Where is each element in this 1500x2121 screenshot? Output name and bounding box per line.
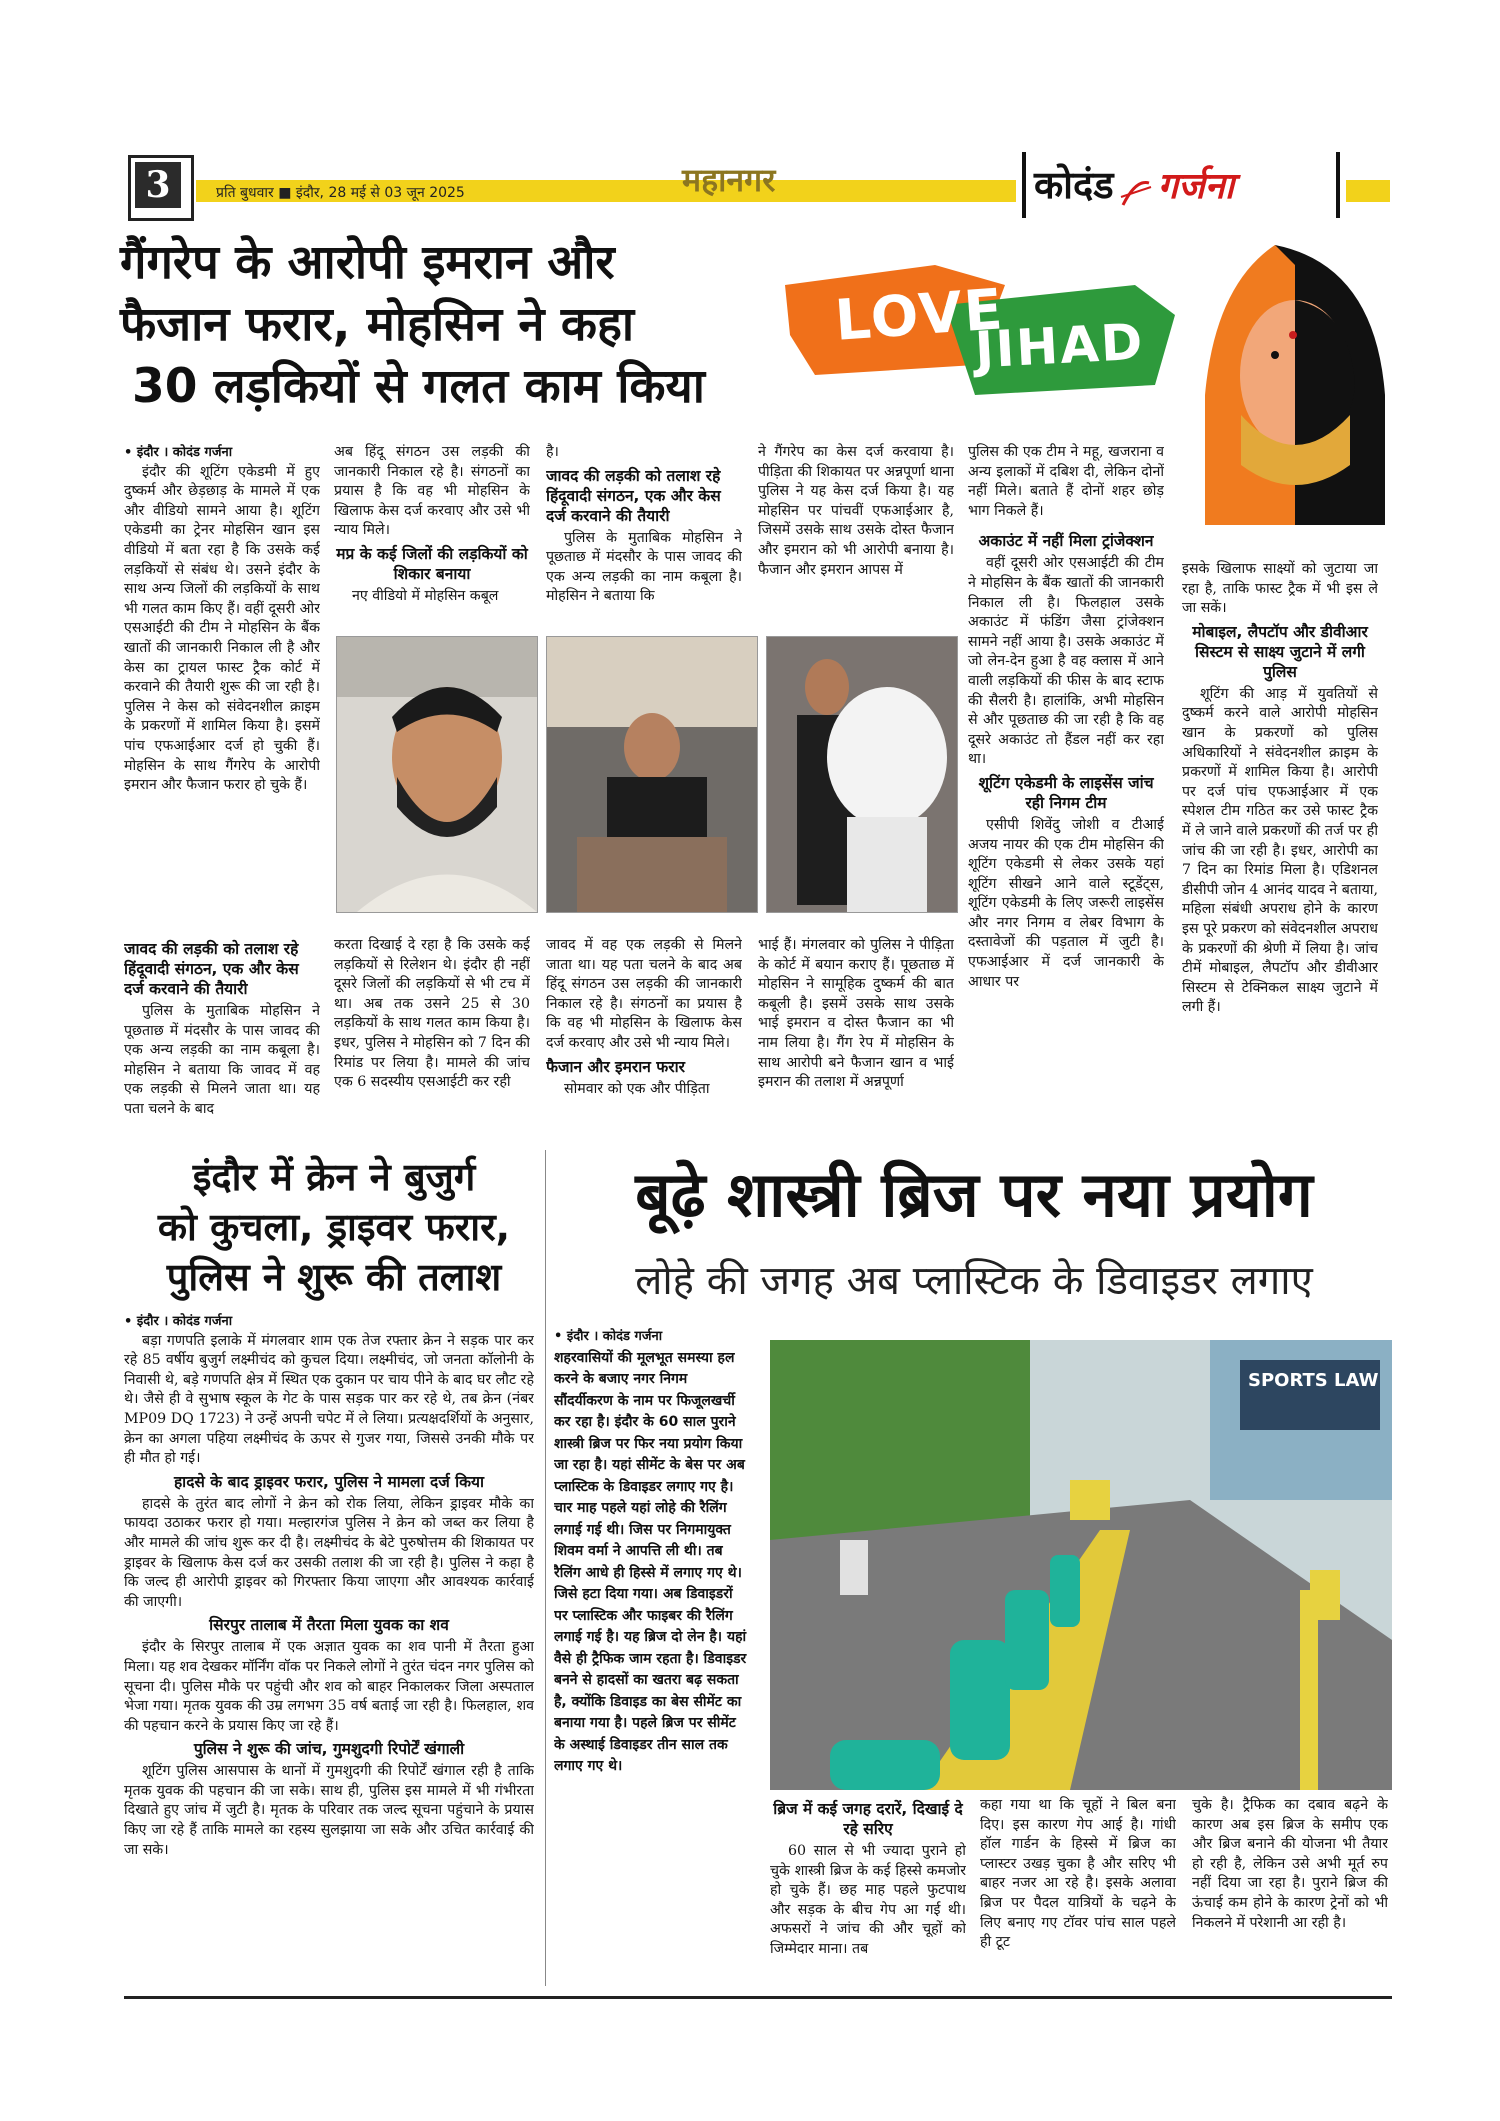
page-number: 3 bbox=[135, 162, 181, 208]
story2-headline-line3: पुलिस ने शुरू की तलाश bbox=[166, 1255, 502, 1299]
story1-col5-text: पुलिस की एक टीम ने महू, खजराना व अन्य इलाकों में दबिश दी, लेकिन दोनों नहीं मिले। बताते हैं दोनों शहर छोड़ भाग निकले हैं। bbox=[968, 444, 1164, 519]
story2-para3: इंदौर के सिरपुर तालाब में एक अज्ञात युवक का शव पानी में तैरता हुआ मिला। यह शव देखकर मॉर्निंग वॉक पर निकले लोगों ने तुरंत चंदन नगर पुलिस को सूचना दी। पुलिस मौके पर पहुंची और शव को बाहर निकालकर जिला अस्पताल भेजा गया। मृतक युवक की उम्र लगभग 35 वर्ष बताई जा रही है। फिलहाल, शव की पहचान करने के प्रयास किए जा रहे हैं। bbox=[124, 1639, 534, 1734]
brand-right-rule bbox=[1336, 152, 1340, 218]
story1-col3-text-b: पुलिस के मुताबिक मोहसिन ने पूछताछ में मंदसौर के पास जावद की एक अन्य लड़की का नाम कबूला है। मोहसिन ने बताया कि bbox=[546, 529, 742, 605]
story1-col1-text: इंदौर की शूटिंग एकेडमी में हुए दुष्कर्म और छेड़छाड़ के मामले में एक और वीडियो सामने आया है। शूटिंग एकेडमी का ट्रेनर मोहसिन खान इस वीडियो में बता रहा है कि उसके कई लड़कियों से संबंध थे। उसने इंदौर के साथ अन्य जिलों की लड़कियों के साथ भी गलत काम किए हैं। वहीं दूसरी ओर एसआईटी की टीम ने मोहसिन के बैंक खातों की जानकारी निकाल ली है और केस का ट्रायल फास्ट ट्रैक कोर्ट में करवाने की तैयारी शुरू की जा रही है। पुलिस ने केस को संवेदनशील क्राइम के प्रकरणों में शामिल किया है। इसमें पांच एफआईआर दर्ज हो चुकी हैं। मोहसिन के साथ गैंगरेप के आरोपी इमरान और फैजान फरार हो चुके हैं। bbox=[124, 463, 320, 794]
story2-headline-line2: को कुचला, ड्राइवर फरार, bbox=[157, 1205, 511, 1249]
story1-col5-mid: वहीं दूसरी ओर एसआईटी की टीम ने मोहसिन के बैंक खातों की जानकारी निकाल ली है। फिलहाल उसके अकाउंट में फंडिंग जैसा ट्रांजेक्शन सामने नहीं आया है। उसके अकाउंट में जो लेन-देन हुआ है वह क्लास में आने वाली लड़कियों की फीस के बाद स्टाफ की सैलरी है। हालांकि, अभी मोहसिन से और पूछताछ की जा रही है कि वह दूसरे अकाउंट तो हैंडल नहीं कर रहा था। bbox=[968, 555, 1164, 768]
story2-headline-line1: इंदौर में क्रेन ने बुजुर्ग bbox=[192, 1155, 476, 1199]
brand-logo bbox=[1034, 158, 1334, 212]
banner-jihad: JIHAD bbox=[973, 312, 1146, 380]
story1-headline bbox=[120, 232, 760, 418]
photo-video-still-2 bbox=[766, 636, 958, 913]
story1-col3-bottom-text: जावद में वह एक लड़की से मिलने जाता था। यह पता चलने के बाद अब हिंदू संगठन उस लड़की की जानकारी निकाल रहे है। संगठनों का प्रयास है कि वह भी मोहसिन के खिलाफ केस दर्ज करवाए और उसे भी न्याय मिले। bbox=[546, 937, 742, 1051]
story2-sub2: सिरपुर तालाब में तैरता मिला युवक का शव bbox=[209, 1616, 449, 1635]
story3-colB-text: कहा गया था कि चूहों ने बिल बना दिए। इस कारण गेप आई है। गांधी हॉल गार्डन के हिस्से में ब्रिज का प्लास्टर उखड़ चुका है और सरिए भी बाहर नजर आ रहे है। इसके अलावा ब्रिज पर पैदल यात्रियों के चढ़ने के लिए बनाए गए टॉवर पांच साल पहले ही टूट bbox=[980, 1797, 1176, 1951]
story1-col4-bottom bbox=[758, 936, 954, 1143]
brand-right: गर्जना bbox=[1157, 166, 1235, 207]
story1-col6-text-b: शूटिंग की आड़ में युवतियों से दुष्कर्म करने वाले आरोपी मोहसिन खान के प्रकरणों को पुलिस अधिकारियों ने संवेदनशील क्राइम के प्रकरणों में शामिल किया है। आरोपी पर दर्ज पांच एफआईआर में एक स्पेशल टीम गठित कर उसे फास्ट ट्रैक में ले जाने वाले प्रकरणों की तर्ज पर ही जांच की जा रही है। इधर, आरोपी का 7 दिन का रिमांड मिला है। एडिशनल डीसीपी जोन 4 आनंद यादव ने बताया, महिला संबंधी अपराध होने के कारण इस पूरे प्रकरण को संवेदनशील अपराध के प्रकरणों की श्रेणी में लिया है। जांच टीमें मोबाइल, लैपटॉप और डीवीआर सिस्टम से टेक्निकल साक्ष्य जुटाने में लगी हैं। bbox=[1182, 685, 1378, 1016]
story2-byline: • इंदौर । कोदंड गर्जना bbox=[124, 1314, 233, 1329]
subhead-javad-bottom: जावद की लड़की को तलाश रहे हिंदूवादी संगठन, एक और केस दर्ज करवाने की तैयारी bbox=[124, 940, 299, 998]
story3-subheadline: लोहे की जगह अब प्लास्टिक के डिवाइडर लगाए bbox=[635, 1258, 1313, 1304]
story2-headline bbox=[124, 1152, 544, 1302]
story2-body bbox=[124, 1312, 534, 1972]
story3-colC bbox=[1192, 1796, 1388, 1986]
subhead-account: अकाउंट में नहीं मिला ट्रांजेक्शन bbox=[978, 532, 1154, 551]
subhead-faizan-imran: फैजान और इमरान फरार bbox=[546, 1057, 685, 1076]
photo-video-still-1 bbox=[546, 636, 758, 913]
story1-col2-bottom-text: करता दिखाई दे रहा है कि उसके कई लड़कियों से रिलेशन थे। इंदौर ही नहीं दूसरे जिलों की लड़कियों से भी टच में था। अब तक उसने 25 से 30 लड़कियों के साथ गलत काम किया है। इधर, पुलिस ने मोहसिन को 7 दिन की रिमांड पर लिया है। मामले की जांच एक 6 सदस्यीय एसआईटी कर रही bbox=[334, 937, 530, 1091]
story1-col3-top bbox=[546, 443, 742, 635]
story2-para2: हादसे के तुरंत बाद लोगों ने क्रेन को रोक लिया, लेकिन ड्राइवर मौके का फायदा उठाकर फरार हो गया। मल्हारगंज पुलिस ने क्रेन को जब्त कर लिया है और मामले की जांच शुरू कर दी है। लक्ष्मीचंद के बेटे पुरुषोत्तम की शिकायत पर ड्राइवर के खिलाफ केस दर्ज कर उसकी तलाश की जा रही है। पुलिस ने कहा है कि जल्द ही आरोपी ड्राइवर को गिरफ्तार किया जाएगा और आवश्यक कार्रवाई की जाएगी। bbox=[124, 1495, 534, 1610]
subhead-mp-districts: मप्र के कई जिलों की लड़कियों को शिकार बनाया bbox=[336, 544, 528, 583]
date-line: प्रति बुधवार ■ इंदौर, 28 मई से 03 जून 2025 bbox=[216, 185, 465, 201]
story1-headline-line1: गैंगरेप के आरोपी इमरान और bbox=[120, 235, 615, 290]
story3-lead bbox=[554, 1326, 750, 1986]
story1-col6-text-a: इसके खिलाफ साक्ष्यों को जुटाया जा रहा है, ताकि फास्ट ट्रैक में भी इस ले जा सकें। bbox=[1182, 561, 1378, 617]
story1-col2-text: अब हिंदू संगठन उस लड़की की जानकारी निकाल रहे है। संगठनों का प्रयास है कि वह भी मोहसिन के खिलाफ केस दर्ज करवाए और उसे भी न्याय मिले। bbox=[334, 444, 530, 539]
story1-headline-line3: 30 लड़कियों से गलत काम किया bbox=[132, 359, 705, 414]
story1-byline: • इंदौर । कोदंड गर्जना bbox=[124, 445, 233, 460]
brand-left: कोदंड bbox=[1034, 163, 1114, 207]
story3-colB bbox=[980, 1796, 1176, 1986]
story2-para4: शूटिंग पुलिस आसपास के थानों में गुमशुदगी की रिपोर्टें खंगाल रही है ताकि मृतक युवक की पहचान की जा सके। साथ ही, पुलिस इस मामले में भी गंभीरता दिखाते हुए जांच में जुटी है। मृतक के परिवार तक जल्द सूचना पहुंचाने के प्रयास किए जा रहे हैं ताकि मामले का रहस्य सुलझाया जा सके और उचित कार्रवाई की जा सके। bbox=[124, 1763, 534, 1858]
photo-shastri-bridge bbox=[770, 1340, 1392, 1790]
banner-love: LOVE bbox=[832, 277, 1007, 354]
story3-headline: बूढ़े शास्त्री ब्रिज पर नया प्रयोग bbox=[635, 1158, 1313, 1231]
subhead-javad-top: जावद की लड़की को तलाश रहे हिंदूवादी संगठन, एक और केस दर्ज करवाने की तैयारी bbox=[546, 466, 721, 525]
brand-left-rule bbox=[1022, 152, 1026, 218]
story1-col4-text: ने गैंगरेप का केस दर्ज करवाया है। पीड़िता की शिकायत पर अन्नपूर्णा थाना पुलिस ने यह केस दर्ज किया है। यह मोहसिन पर पांचवीं एफआईआर है, जिसमें उसके साथ उसके दोस्त फैजान और इमरान को भी आरोपी बनाया है। फैजान और इमरान आपस में bbox=[758, 444, 954, 578]
story-divider-vertical bbox=[545, 1150, 546, 1986]
story1-col3-bottom bbox=[546, 936, 742, 1143]
bow-arrow-icon bbox=[1119, 177, 1153, 211]
story1-col1-bottom bbox=[124, 936, 320, 1143]
photo-accused-portrait bbox=[336, 636, 538, 913]
section-title: महानगर bbox=[682, 161, 776, 199]
story1-col4-bottom-text: भाई हैं। मंगलवार को पुलिस ने पीड़िता के कोर्ट में बयान कराए हैं। पूछताछ में मोहसिन ने सामूहिक दुष्कर्म की बात कबूली है। इसमें उसके साथ उसके भाई इमरान व दोस्त फैजान का भी नाम लिया है। गैंग रेप में मोहसिन के साथ आरोपी बने फैजान खान व भाई इमरान की तलाश में अन्नपूर्णा bbox=[758, 937, 954, 1091]
story1-col3-bottom-text-b: सोमवार को एक और पीड़िता bbox=[564, 1080, 710, 1097]
story1-col2-top bbox=[334, 443, 530, 635]
story3-colC-text: चुके है। ट्रैफिक का दबाव बढ़ने के कारण अब इस ब्रिज के समीप एक और ब्रिज बनाने की योजना भी तैयार हो रही है, लेकिन उसे अभी मूर्त रुप नहीं दिया जा रहा है। पुराने ब्रिज की ऊंचाई कम होने के कारण ट्रेनों को भी निकलने में परेशानी आ रही है। bbox=[1192, 1797, 1388, 1931]
story3-colA bbox=[770, 1796, 966, 1986]
story2-sub3: पुलिस ने शुरू की जांच, गुमशुदगी रिपोर्टें खंगाली bbox=[193, 1740, 465, 1759]
story3-sub: ब्रिज में कई जगह दरारें, दिखाई दे रहे सरिए bbox=[773, 1800, 963, 1838]
story1-col5-bot: एसीपी शिवेंदु जोशी व टीआई अजय नायर की एक टीम मोहसिन की शूटिंग एकेडमी से लेकर उसके यहां शूटिंग सीखने आने वाले स्टूडेंट्स, शूटिंग एकेडमी के लिए जरूरी लाइसेंस और नगर निगम व लेबर विभाग के दस्तावेजों की पड़ताल में जुटी है। एफआईआर में दर्ज जानकारी के आधार पर bbox=[968, 816, 1164, 990]
story1-col2-bottom bbox=[334, 936, 530, 1143]
story1-col1-top bbox=[124, 443, 320, 933]
page-number-box bbox=[128, 155, 194, 221]
story2-para1: बड़ा गणपति इलाके में मंगलवार शाम एक तेज रफ्तार क्रेन ने सड़क पार कर रहे 85 वर्षीय बुजुर्ग लक्ष्मीचंद को कुचल दिया। लक्ष्मीचंद, जो जनता कॉलोनी के निवासी थे, बड़े गणपति क्षेत्र में स्थित एक दुकान पर चाय पीने के बाद घर लौट रहे थे। जैसे ही वे सुभाष स्कूल के गेट के पास सड़क पार कर रहे थे, तब क्रेन (नंबर MP09 DQ 1723) ने उन्हें अपनी चपेट में ले लिया। प्रत्यक्षदर्शियों के अनुसार, क्रेन का अगला पहिया लक्ष्मीचंद के ऊपर से गुजर गया, जिससे उनकी मौके पर ही मौत हो गई। bbox=[124, 1332, 534, 1467]
story3-lead-text: शहरवासियों की मूलभूत समस्या हल करने के बजाए नगर निगम सौंदर्यीकरण के नाम पर फिजूलखर्ची कर रहा है। इंदौर के 60 साल पुराने शास्त्री ब्रिज पर फिर नया प्रयोग किया जा रहा है। यहां सीमेंट के बेस पर अब प्लास्टिक के डिवाइडर लगाए गए है। चार माह पहले यहां लोहे की रैलिंग लगाई गई थी। जिस पर निगमायुक्त शिवम वर्मा ने आपत्ति ली थी। तब रैलिंग आधे ही हिस्से में लगाए गए थे। जिसे हटा दिया गया। अब डिवाइडरों पर प्लास्टिक और फाइबर की रैलिंग लगाई गई है। यह ब्रिज दो लेन है। यहां वैसे ही ट्रैफिक जाम रहता है। डिवाइडर बनने से हादसों का खतरा बढ़ सकता है, क्योंकि डिवाइड का बेस सीमेंट का बनाया गया है। पहले ब्रिज पर सीमेंट के अस्थाई डिवाइडर तीन साल तक लगाए गए थे। bbox=[554, 1349, 747, 1774]
bottom-rule bbox=[124, 1996, 1392, 1999]
subhead-mobile-laptop: मोबाइल, लैपटॉप और डीवीआर सिस्टम से साक्ष्य जुटाने में लगी पुलिस bbox=[1192, 622, 1368, 681]
subhead-license: शूटिंग एकेडमी के लाइसेंस जांच रही निगम टीम bbox=[978, 773, 1154, 812]
story1-col3-text-a: है। bbox=[546, 444, 559, 460]
billboard-text: SPORTS LAW bbox=[1248, 1370, 1379, 1391]
story1-col4-top bbox=[758, 443, 954, 635]
story3-byline: • इंदौर । कोदंड गर्जना bbox=[554, 1329, 663, 1344]
story1-col5 bbox=[968, 443, 1164, 1143]
story1-col1-bottom-text: पुलिस के मुताबिक मोहसिन ने पूछताछ में मंदसौर के पास जावद की एक अन्य लड़की का नाम कबूला है। मोहसिन ने बताया कि जावद में वह एक लड़की से मिलने जाता था। यह पता चलने के बाद bbox=[124, 1003, 320, 1117]
story1-headline-line2: फैजान फरार, मोहसिन ने कहा bbox=[120, 297, 635, 352]
story2-sub1: हादसे के बाद ड्राइवर फरार, पुलिस ने मामला दर्ज किया bbox=[173, 1472, 485, 1491]
story1-col6 bbox=[1182, 560, 1378, 1143]
masthead-yellow-tail bbox=[1346, 180, 1390, 202]
story1-col2-text-b: नए वीडियो में मोहसिन कबूल bbox=[352, 587, 499, 604]
story3-colA-text: 60 साल से भी ज्यादा पुराने हो चुके शास्त्री ब्रिज के कई हिस्से कमजोर हो चुके हैं। छह माह पहले फुटपाथ और सड़क के बीच गेप आ गई थी। अफसरों ने जांच की और चूहों को जिम्मेदार माना। तब bbox=[770, 1843, 966, 1957]
